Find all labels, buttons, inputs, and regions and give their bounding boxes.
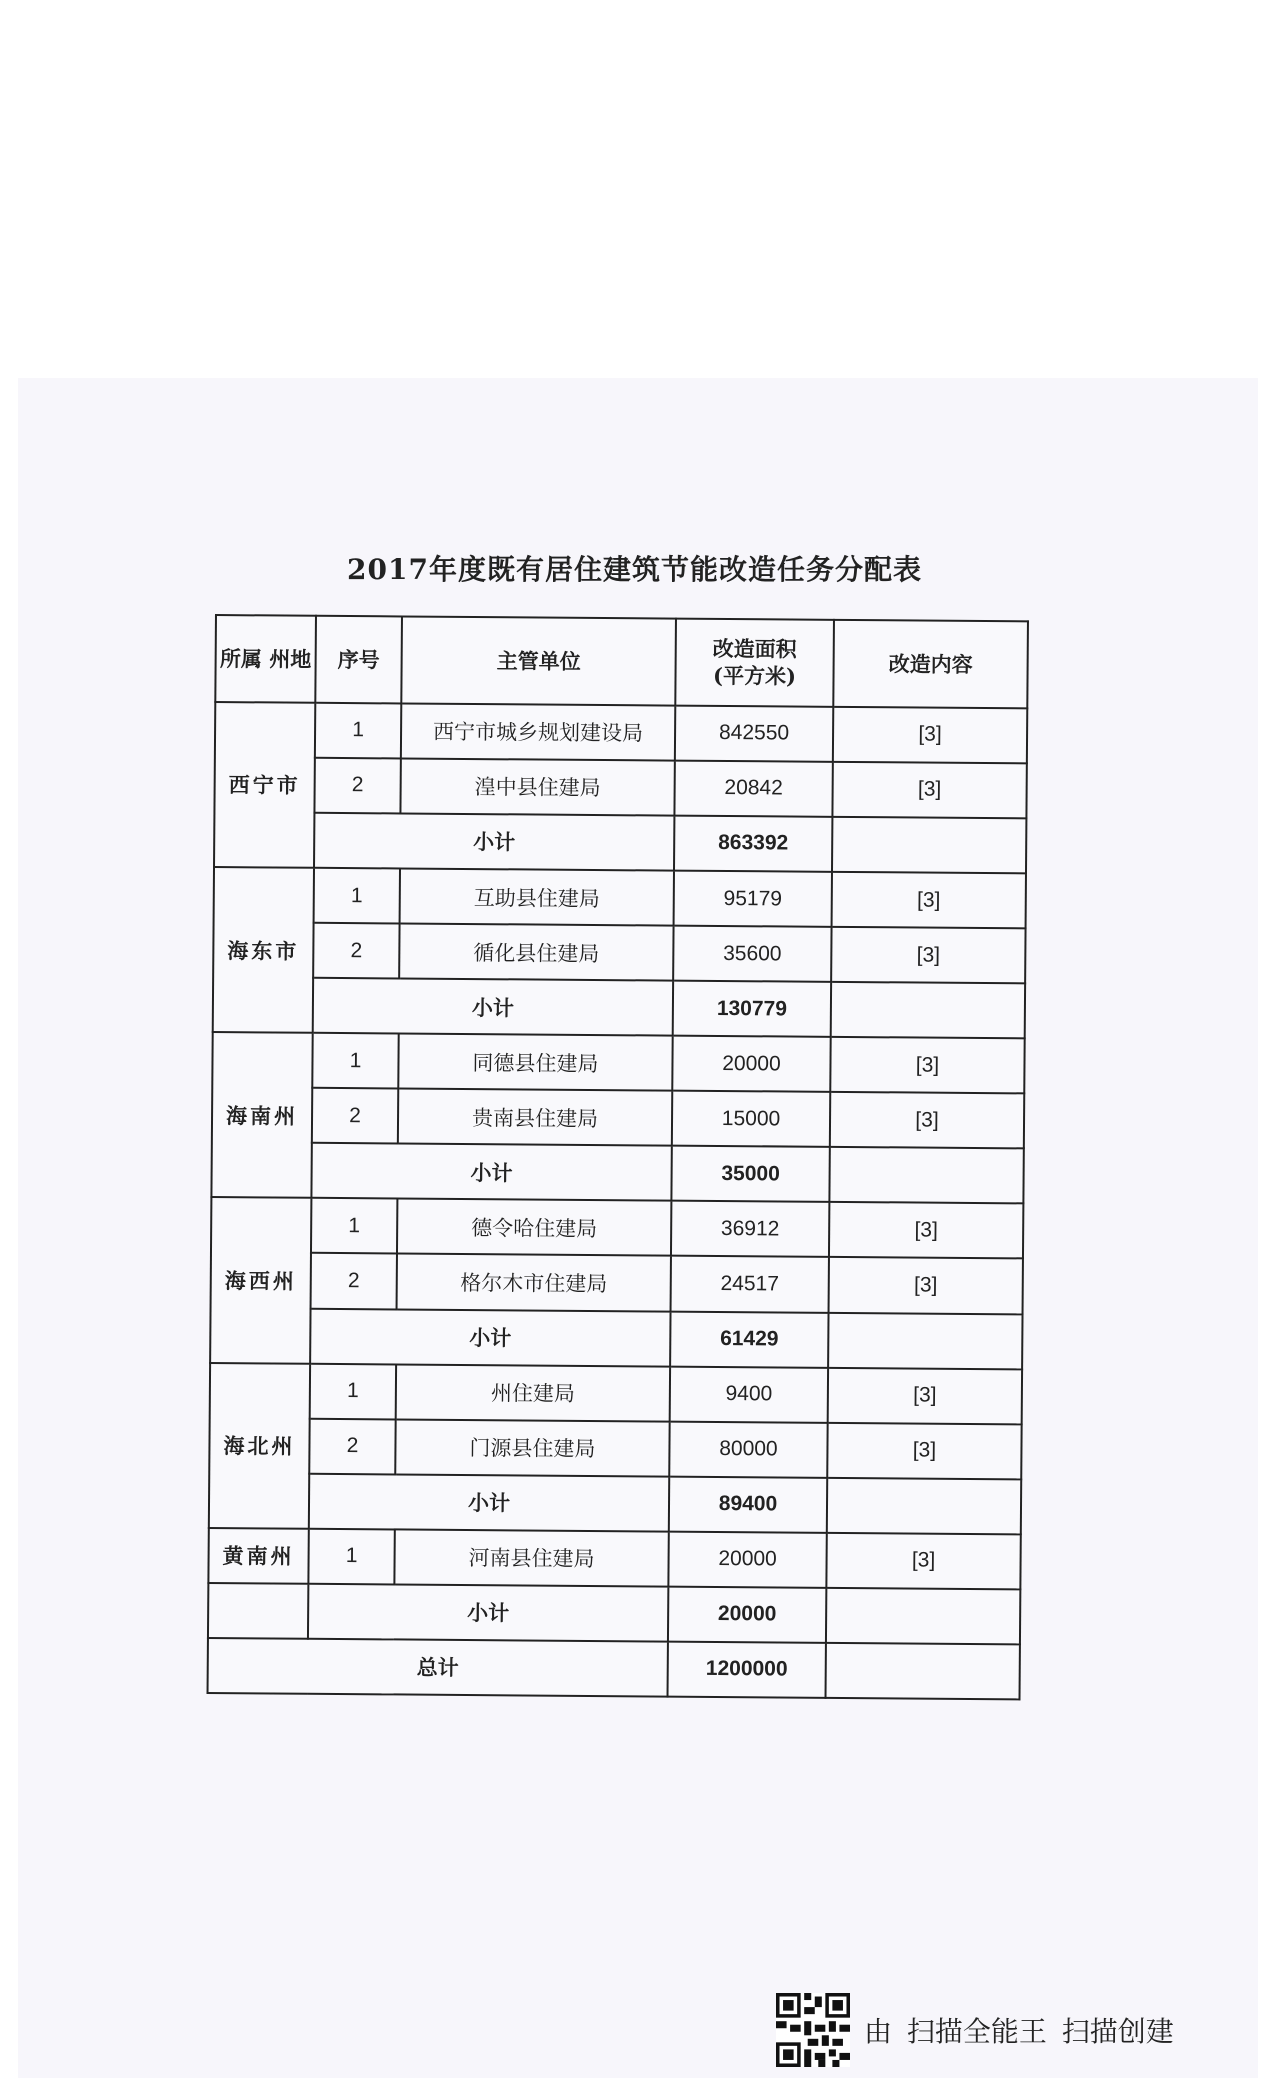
- subtotal-label: 小计: [310, 1308, 670, 1366]
- table-row: [215, 702, 1027, 763]
- unit-cell: 贵南县住建局: [398, 1089, 672, 1146]
- subtotal-label: 小计: [314, 813, 674, 871]
- unit-cell: 同德县住建局: [398, 1034, 672, 1091]
- region-name: 海东市: [213, 867, 314, 1033]
- area-cell: 20842: [674, 761, 832, 817]
- table-row: [211, 1197, 1023, 1258]
- subtotal-value: 863392: [674, 816, 832, 872]
- unit-cell: 湟中县住建局: [400, 758, 674, 815]
- header-region: 所属 州地: [215, 615, 316, 703]
- region-name: 黄南州: [208, 1528, 308, 1584]
- unit-cell: 循化县住建局: [399, 924, 673, 981]
- content-cell: [3]: [833, 707, 1027, 764]
- table-row: [214, 757, 1026, 818]
- header-seq: 序号: [315, 616, 402, 704]
- subtotal-row: [209, 1473, 1021, 1534]
- area-cell: 35600: [673, 926, 831, 982]
- content-cell: [3]: [826, 1533, 1020, 1590]
- unit-cell: 互助县住建局: [400, 868, 674, 925]
- content-cell: [3]: [827, 1422, 1021, 1479]
- region-name: 海南州: [211, 1032, 312, 1198]
- content-cell: [3]: [830, 1092, 1024, 1149]
- total-value: 1200000: [668, 1641, 826, 1697]
- region-name: 海西州: [210, 1197, 311, 1363]
- subtotal-content-empty: [828, 1312, 1022, 1369]
- area-cell: 15000: [672, 1091, 830, 1147]
- unit-cell: 德令哈住建局: [397, 1199, 671, 1256]
- subtotal-value: 89400: [669, 1476, 827, 1532]
- table-row: [211, 1252, 1023, 1313]
- area-cell: 20000: [672, 1036, 830, 1092]
- unit-cell: 西宁市城乡规划建设局: [401, 703, 675, 760]
- subtotal-content-empty: [826, 1588, 1020, 1645]
- header-row: [215, 615, 1028, 708]
- header-content: 改造内容: [833, 620, 1028, 708]
- seq-cell: 1: [312, 1033, 398, 1089]
- subtotal-content-empty: [832, 817, 1026, 874]
- subtotal-row: [208, 1583, 1020, 1644]
- unit-cell: 门源县住建局: [395, 1419, 669, 1476]
- content-cell: [3]: [830, 1037, 1024, 1094]
- seq-cell: 2: [309, 1418, 395, 1474]
- subtotal-value: 35000: [671, 1146, 829, 1202]
- unit-cell: 河南县住建局: [394, 1529, 668, 1586]
- unit-cell: 州住建局: [396, 1364, 670, 1421]
- subtotal-label: 小计: [311, 1143, 671, 1201]
- subtotal-content-empty: [827, 1478, 1021, 1535]
- table-row: [212, 1032, 1024, 1093]
- subtotal-content-empty: [831, 982, 1025, 1039]
- subtotal-value: 20000: [668, 1586, 826, 1642]
- table-row: [209, 1418, 1021, 1479]
- subtotal-label: 小计: [308, 1584, 668, 1642]
- total-content-empty: [826, 1643, 1020, 1700]
- seq-cell: 2: [311, 1253, 397, 1309]
- area-cell: 95179: [674, 871, 832, 927]
- seq-cell: 2: [313, 923, 399, 979]
- table-row: [213, 922, 1025, 983]
- area-cell: 80000: [669, 1421, 827, 1477]
- area-cell: 20000: [668, 1531, 826, 1587]
- area-cell: 842550: [675, 705, 833, 761]
- table-row: [214, 867, 1026, 928]
- area-cell: 9400: [670, 1366, 828, 1422]
- header-unit: 主管单位: [401, 616, 676, 705]
- region-name: 海北州: [209, 1363, 310, 1529]
- unit-cell: 格尔木市住建局: [397, 1254, 671, 1311]
- header-area-line1: 改造面积: [712, 636, 797, 662]
- content-cell: [3]: [832, 762, 1026, 819]
- subtotal-content-empty: [829, 1147, 1023, 1204]
- seq-cell: 1: [310, 1363, 396, 1419]
- content-cell: [3]: [828, 1367, 1022, 1424]
- region-name: 西宁市: [214, 702, 315, 868]
- subtotal-row: [214, 812, 1026, 873]
- content-cell: [3]: [829, 1202, 1023, 1259]
- content-cell: [3]: [831, 927, 1025, 984]
- subtotal-label: 小计: [309, 1473, 669, 1531]
- area-cell: 36912: [671, 1201, 829, 1257]
- total-row: [208, 1638, 1020, 1699]
- seq-cell: 1: [311, 1198, 397, 1254]
- seq-cell: 2: [312, 1088, 398, 1144]
- watermark-text: 由 扫描全能王 扫描创建: [864, 2015, 1174, 2048]
- subtotal-value: 130779: [673, 981, 831, 1037]
- table-row: [210, 1363, 1022, 1424]
- document-title: 2017年度既有居住建筑节能改造任务分配表: [347, 553, 922, 586]
- subtotal-row: [210, 1308, 1022, 1369]
- area-cell: 24517: [671, 1256, 829, 1312]
- header-area: [675, 619, 834, 707]
- total-label: 总计: [208, 1638, 668, 1697]
- table-row: [208, 1528, 1020, 1589]
- subtotal-row: [211, 1142, 1023, 1203]
- header-area-line2: (平方米): [712, 663, 797, 689]
- subtotal-value: 61429: [670, 1311, 828, 1367]
- qr-code-icon: [776, 1993, 850, 2067]
- seq-cell: 1: [314, 868, 400, 924]
- content-cell: [3]: [832, 872, 1026, 929]
- scanner-watermark: [776, 1990, 1174, 2070]
- region-empty-cell: [208, 1583, 308, 1639]
- seq-cell: 1: [308, 1529, 394, 1585]
- subtotal-row: [213, 977, 1025, 1038]
- seq-cell: 1: [315, 703, 401, 759]
- table-row: [212, 1087, 1024, 1148]
- seq-cell: 2: [314, 758, 400, 814]
- subtotal-label: 小计: [313, 978, 673, 1036]
- content-cell: [3]: [829, 1257, 1023, 1314]
- allocation-table: [207, 614, 1029, 1700]
